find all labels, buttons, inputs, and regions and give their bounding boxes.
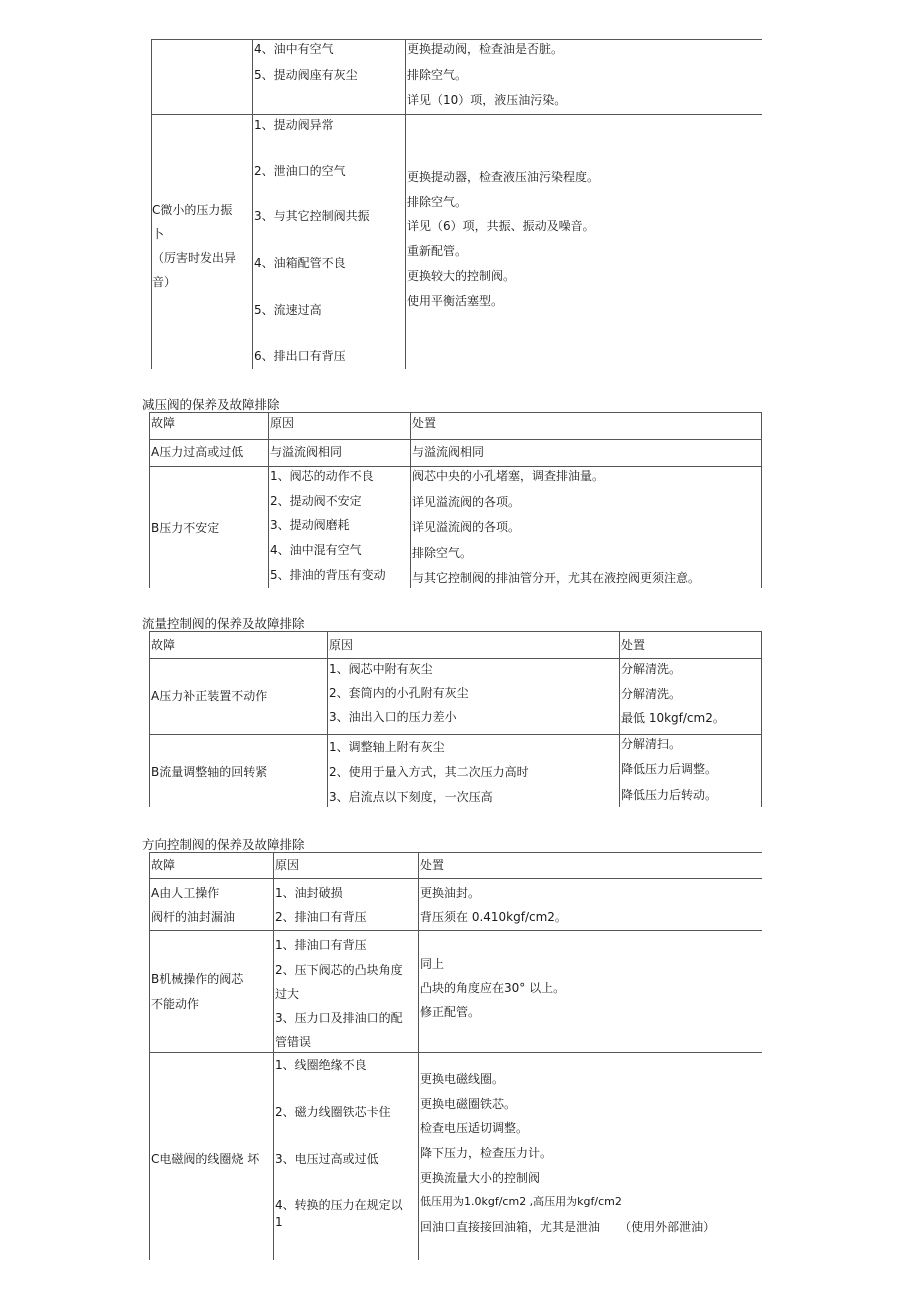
table-border <box>149 852 762 853</box>
action-text: 阀芯中央的小孔堵塞，调查排油量。 <box>412 469 605 483</box>
table-border <box>149 631 762 632</box>
cause-text: 3、与其它控制阀共振 <box>254 209 370 223</box>
action-text: 分解清扫。 <box>621 737 682 751</box>
action-text: 更换电磁圈铁芯。 <box>420 1097 517 1111</box>
action-text: 回油口直接接回油箱，尤其是泄油 （使用外部泄油） <box>420 1220 716 1234</box>
cause-text: 1、调整轴上附有灰尘 <box>329 740 445 754</box>
column-header-fault: 故障 <box>151 638 176 652</box>
column-header-action: 处置 <box>412 416 437 430</box>
table-border <box>149 412 762 413</box>
cause-text: 3、压力口及排油口的配 <box>275 1011 403 1025</box>
action-text: 更换较大的控制阀。 <box>407 269 516 283</box>
fault-text: 音） <box>152 275 177 289</box>
column-header-action: 处置 <box>420 858 445 872</box>
table-border <box>151 114 762 115</box>
action-text: 更换提动器，检查液压油污染程度。 <box>407 170 600 184</box>
cause-text: 4、油中有空气 <box>254 42 334 56</box>
cause-text: 2、提动阀不安定 <box>270 494 362 508</box>
action-text: 检查电压适切调整。 <box>420 1121 529 1135</box>
cause-text: 4、油箱配管不良 <box>254 256 346 270</box>
cause-text: 5、流速过高 <box>254 303 322 317</box>
action-text: 排除空气。 <box>412 546 473 560</box>
cause-text: 4、油中混有空气 <box>270 543 362 557</box>
action-text: 凸块的角度应在30° 以上。 <box>420 981 566 995</box>
action-text: 分解清洗。 <box>621 662 682 676</box>
fault-text: 卜 <box>152 227 165 241</box>
table-border <box>252 39 253 369</box>
action-text: 更换提动阀，检查油是否脏。 <box>407 42 564 56</box>
action-text: 更换流量大小的控制阀 <box>420 1171 541 1185</box>
fault-text: C电磁阀的线圈烧 坏 <box>151 1152 260 1166</box>
table-border <box>761 412 762 588</box>
table-border <box>327 631 328 807</box>
fault-text: C微小的压力振 <box>152 203 233 217</box>
action-text: 更换电磁线圈。 <box>420 1072 505 1086</box>
action-text: 最低 10kgf/cm2。 <box>621 711 725 725</box>
action-text: 详见溢流阀的各项。 <box>412 495 521 509</box>
action-text: 降低压力后调整。 <box>621 762 718 776</box>
table-border <box>149 930 762 931</box>
action-text: 修正配管。 <box>420 1005 481 1019</box>
cause-text: 1、线圈绝缘不良 <box>275 1058 367 1072</box>
action-text: 详见（6）项，共振、振动及噪音。 <box>407 219 595 233</box>
column-header-cause: 原因 <box>329 638 354 652</box>
table-border <box>149 878 762 879</box>
action-text: 详见溢流阀的各项。 <box>412 520 521 534</box>
action-text: 降下压力，检查压力计。 <box>420 1146 553 1160</box>
action-text: 分解清洗。 <box>621 687 682 701</box>
action-text: 降低压力后转动。 <box>621 788 718 802</box>
cause-text: 2、排油口有背压 <box>275 910 367 924</box>
table-border <box>619 631 620 807</box>
fault-text: B机械操作的阀芯 <box>151 972 244 986</box>
fault-text: A压力补正装置不动作 <box>151 689 268 703</box>
cause-text: 2、磁力线圈铁芯卡住 <box>275 1105 391 1119</box>
cause-text: 2、泄油口的空气 <box>254 164 346 178</box>
section-title-pressure-reducing-valve: 减压阀的保养及故障排除 <box>142 397 280 412</box>
cause-text: 5、提动阀座有灰尘 <box>254 68 358 82</box>
action-text: 排除空气。 <box>407 195 468 209</box>
cause-text: 过大 <box>275 987 300 1001</box>
cause-text: 1、提动阀异常 <box>254 118 334 132</box>
fault-text: B流量调整轴的回转紧 <box>151 765 268 779</box>
table-border <box>410 412 411 588</box>
table-border <box>149 412 150 588</box>
fault-text: A由人工操作 <box>151 886 220 900</box>
table-border <box>418 852 419 1260</box>
table-border <box>151 39 762 40</box>
cause-text: 6、排出口有背压 <box>254 349 346 363</box>
fault-text: B压力不安定 <box>151 521 220 535</box>
column-header-cause: 原因 <box>270 416 295 430</box>
action-text: 更换油封。 <box>420 886 481 900</box>
action-text: 详见（10）项，液压油污染。 <box>407 93 567 107</box>
cause-text: 1、油封破损 <box>275 886 343 900</box>
cause-text: 1、阀芯的动作不良 <box>270 469 374 483</box>
cause-text: 3、提动阀磨耗 <box>270 518 350 532</box>
action-text: 与其它控制阀的排油管分开，尤其在液控阀更须注意。 <box>412 571 701 585</box>
action-text: 排除空气。 <box>407 68 468 82</box>
table-border <box>273 852 274 1260</box>
action-text: 重新配管。 <box>407 244 468 258</box>
column-header-cause: 原因 <box>275 858 300 872</box>
table-border <box>268 412 269 588</box>
action-text: 背压须在 0.410kgf/cm2。 <box>420 910 567 924</box>
table-border <box>149 466 762 467</box>
table-border <box>149 852 150 1260</box>
cause-text: 3、启流点以下刻度，一次压高 <box>329 790 493 804</box>
cause-text: 1 <box>275 1215 283 1229</box>
cause-text: 1、阀芯中附有灰尘 <box>329 662 433 676</box>
fault-text: A压力过高或过低 <box>151 445 244 459</box>
table-border <box>149 631 150 807</box>
cause-text: 3、油出入口的压力差小 <box>329 710 457 724</box>
table-border <box>149 658 762 659</box>
table-border <box>405 39 406 369</box>
cause-text: 2、压下阀芯的凸块角度 <box>275 963 403 977</box>
column-header-action: 处置 <box>621 638 646 652</box>
action-text: 同上 <box>420 957 445 971</box>
action-text: 使用平衡活塞型。 <box>407 294 504 308</box>
column-header-fault: 故障 <box>151 416 176 430</box>
cause-text: 5、排油的背压有变动 <box>270 568 386 582</box>
fault-text: 不能动作 <box>151 997 200 1011</box>
cause-text: 4、转换的压力在规定以 <box>275 1198 403 1212</box>
section-title-flow-control-valve: 流量控制阀的保养及故障排除 <box>142 616 305 631</box>
table-border <box>149 734 762 735</box>
cause-text: 管错误 <box>275 1035 312 1049</box>
section-title-directional-control-valve: 方向控制阀的保养及故障排除 <box>142 837 305 852</box>
cause-text: 3、电压过高或过低 <box>275 1152 379 1166</box>
cause-text: 2、使用于量入方式，其二次压力高时 <box>329 765 529 779</box>
cause-text: 2、套筒内的小孔附有灰尘 <box>329 686 469 700</box>
fault-text: 阀杆的油封漏油 <box>151 910 236 924</box>
action-text: 低压用为1.0kgf/cm2 ,高压用为kgf/cm2 <box>420 1195 622 1208</box>
table-border <box>149 1052 762 1053</box>
fault-text: （厉害时发出异 <box>152 251 237 265</box>
column-header-fault: 故障 <box>151 858 176 872</box>
action-text: 与溢流阀相同 <box>412 445 485 459</box>
table-border <box>761 631 762 807</box>
cause-text: 与溢流阀相同 <box>270 445 343 459</box>
cause-text: 1、排油口有背压 <box>275 938 367 952</box>
table-border <box>149 439 762 440</box>
